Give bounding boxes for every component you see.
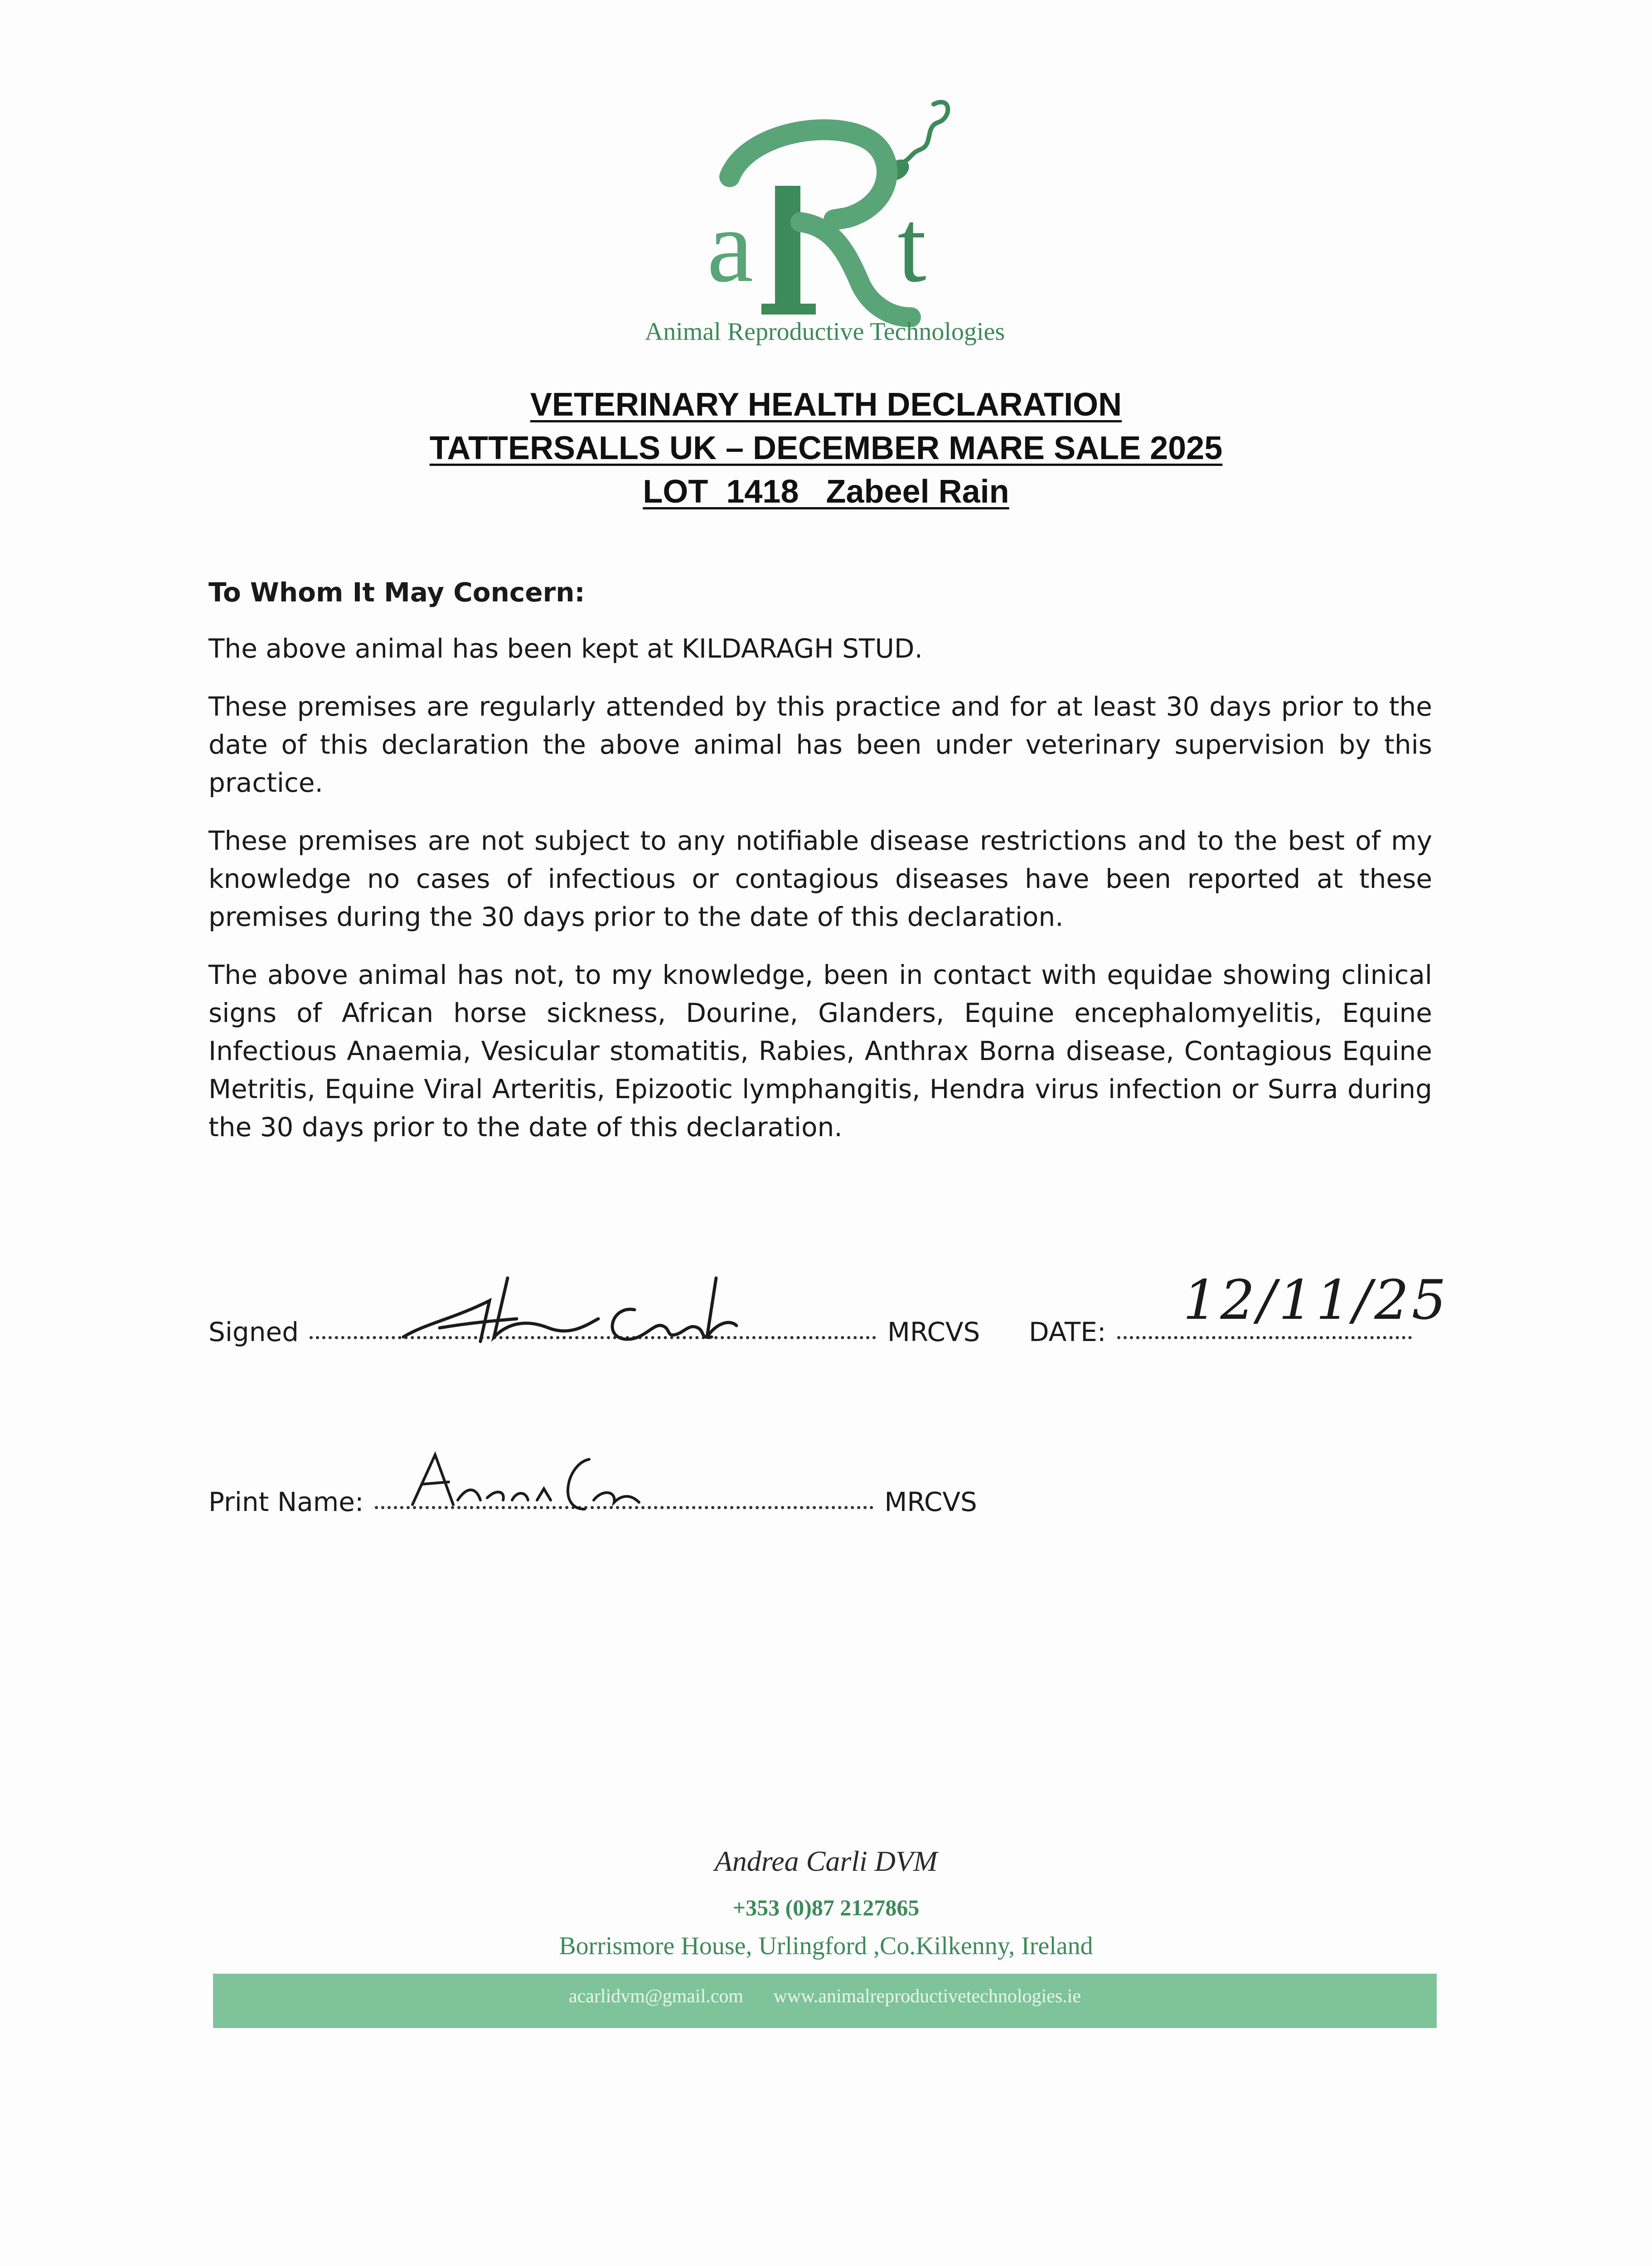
logo-tagline: Animal Reproductive Technologies [644, 318, 1005, 346]
svg-text:t: t [897, 188, 926, 304]
salutation: To Whom It May Concern: [208, 577, 585, 608]
signed-mrcvs: MRCVS [887, 1317, 980, 1347]
date-dotted-line [1117, 1336, 1412, 1339]
paragraph-kept-at: The above animal has been kept at KILDARAGH STUD. [208, 633, 923, 664]
declaration-body [208, 573, 1432, 1166]
footer-email: acarlidvm@gmail.com [569, 1986, 744, 2007]
title-line-3: LOT 1418 Zabeel Rain [643, 474, 1009, 510]
footer-phone: +353 (0)87 2127865 [732, 1895, 920, 1920]
print-name-mrcvs: MRCVS [884, 1486, 977, 1517]
signed-label: Signed [208, 1317, 299, 1347]
title-line-2: TATTERSALLS UK – DECEMBER MARE SALE 2025 [429, 430, 1223, 466]
handwritten-date: 12/11/25 [1183, 1269, 1449, 1332]
svg-text:a: a [707, 188, 754, 304]
paragraph-diseases: The above animal has not, to my knowledge, been in contact with equidae showing clinical signs of African horse sickness, Dourine, Glanders, Equine encephalomyelitis, Equine Infectious Anaemia, Vesicular stomatitis, Rabies, Anthrax Borna disease, Contagious Equine Metritis, Equine Viral Arteritis, Epizootic lymphangitis, Hendra virus infection or Surra during the 30 days prior to the date of this declaration. [208, 959, 1432, 1143]
art-logo [698, 91, 979, 344]
footer-address: Borrismore House, Urlingford ,Co.Kilkenny, Ireland [559, 1932, 1093, 1960]
footer-vet-name: Andrea Carli DVM [714, 1845, 938, 1877]
handwritten-signature [399, 1269, 743, 1355]
footer-website: www.animalreproductivetechnologies.ie [773, 1986, 1081, 2007]
footer-contact-bar [213, 1974, 1437, 2028]
art-logo-graphic [698, 91, 979, 344]
paragraph-supervision: These premises are regularly attended by this practice and for at least 30 days prior to the date of this declaration the above animal has been under veterinary supervision by this practice. [208, 691, 1432, 798]
paragraph-restrictions: These premises are not subject to any notifiable disease restrictions and to the best of my knowledge no cases of infectious or contagious diseases have been reported at these premises during the 30 days prior to the date of this declaration. [208, 825, 1432, 932]
title-line-1: VETERINARY HEALTH DECLARATION [530, 387, 1122, 423]
declaration-title [0, 383, 1652, 513]
handwritten-print-name [408, 1446, 644, 1514]
date-label: DATE: [1029, 1317, 1106, 1347]
print-name-label: Print Name: [208, 1486, 364, 1517]
